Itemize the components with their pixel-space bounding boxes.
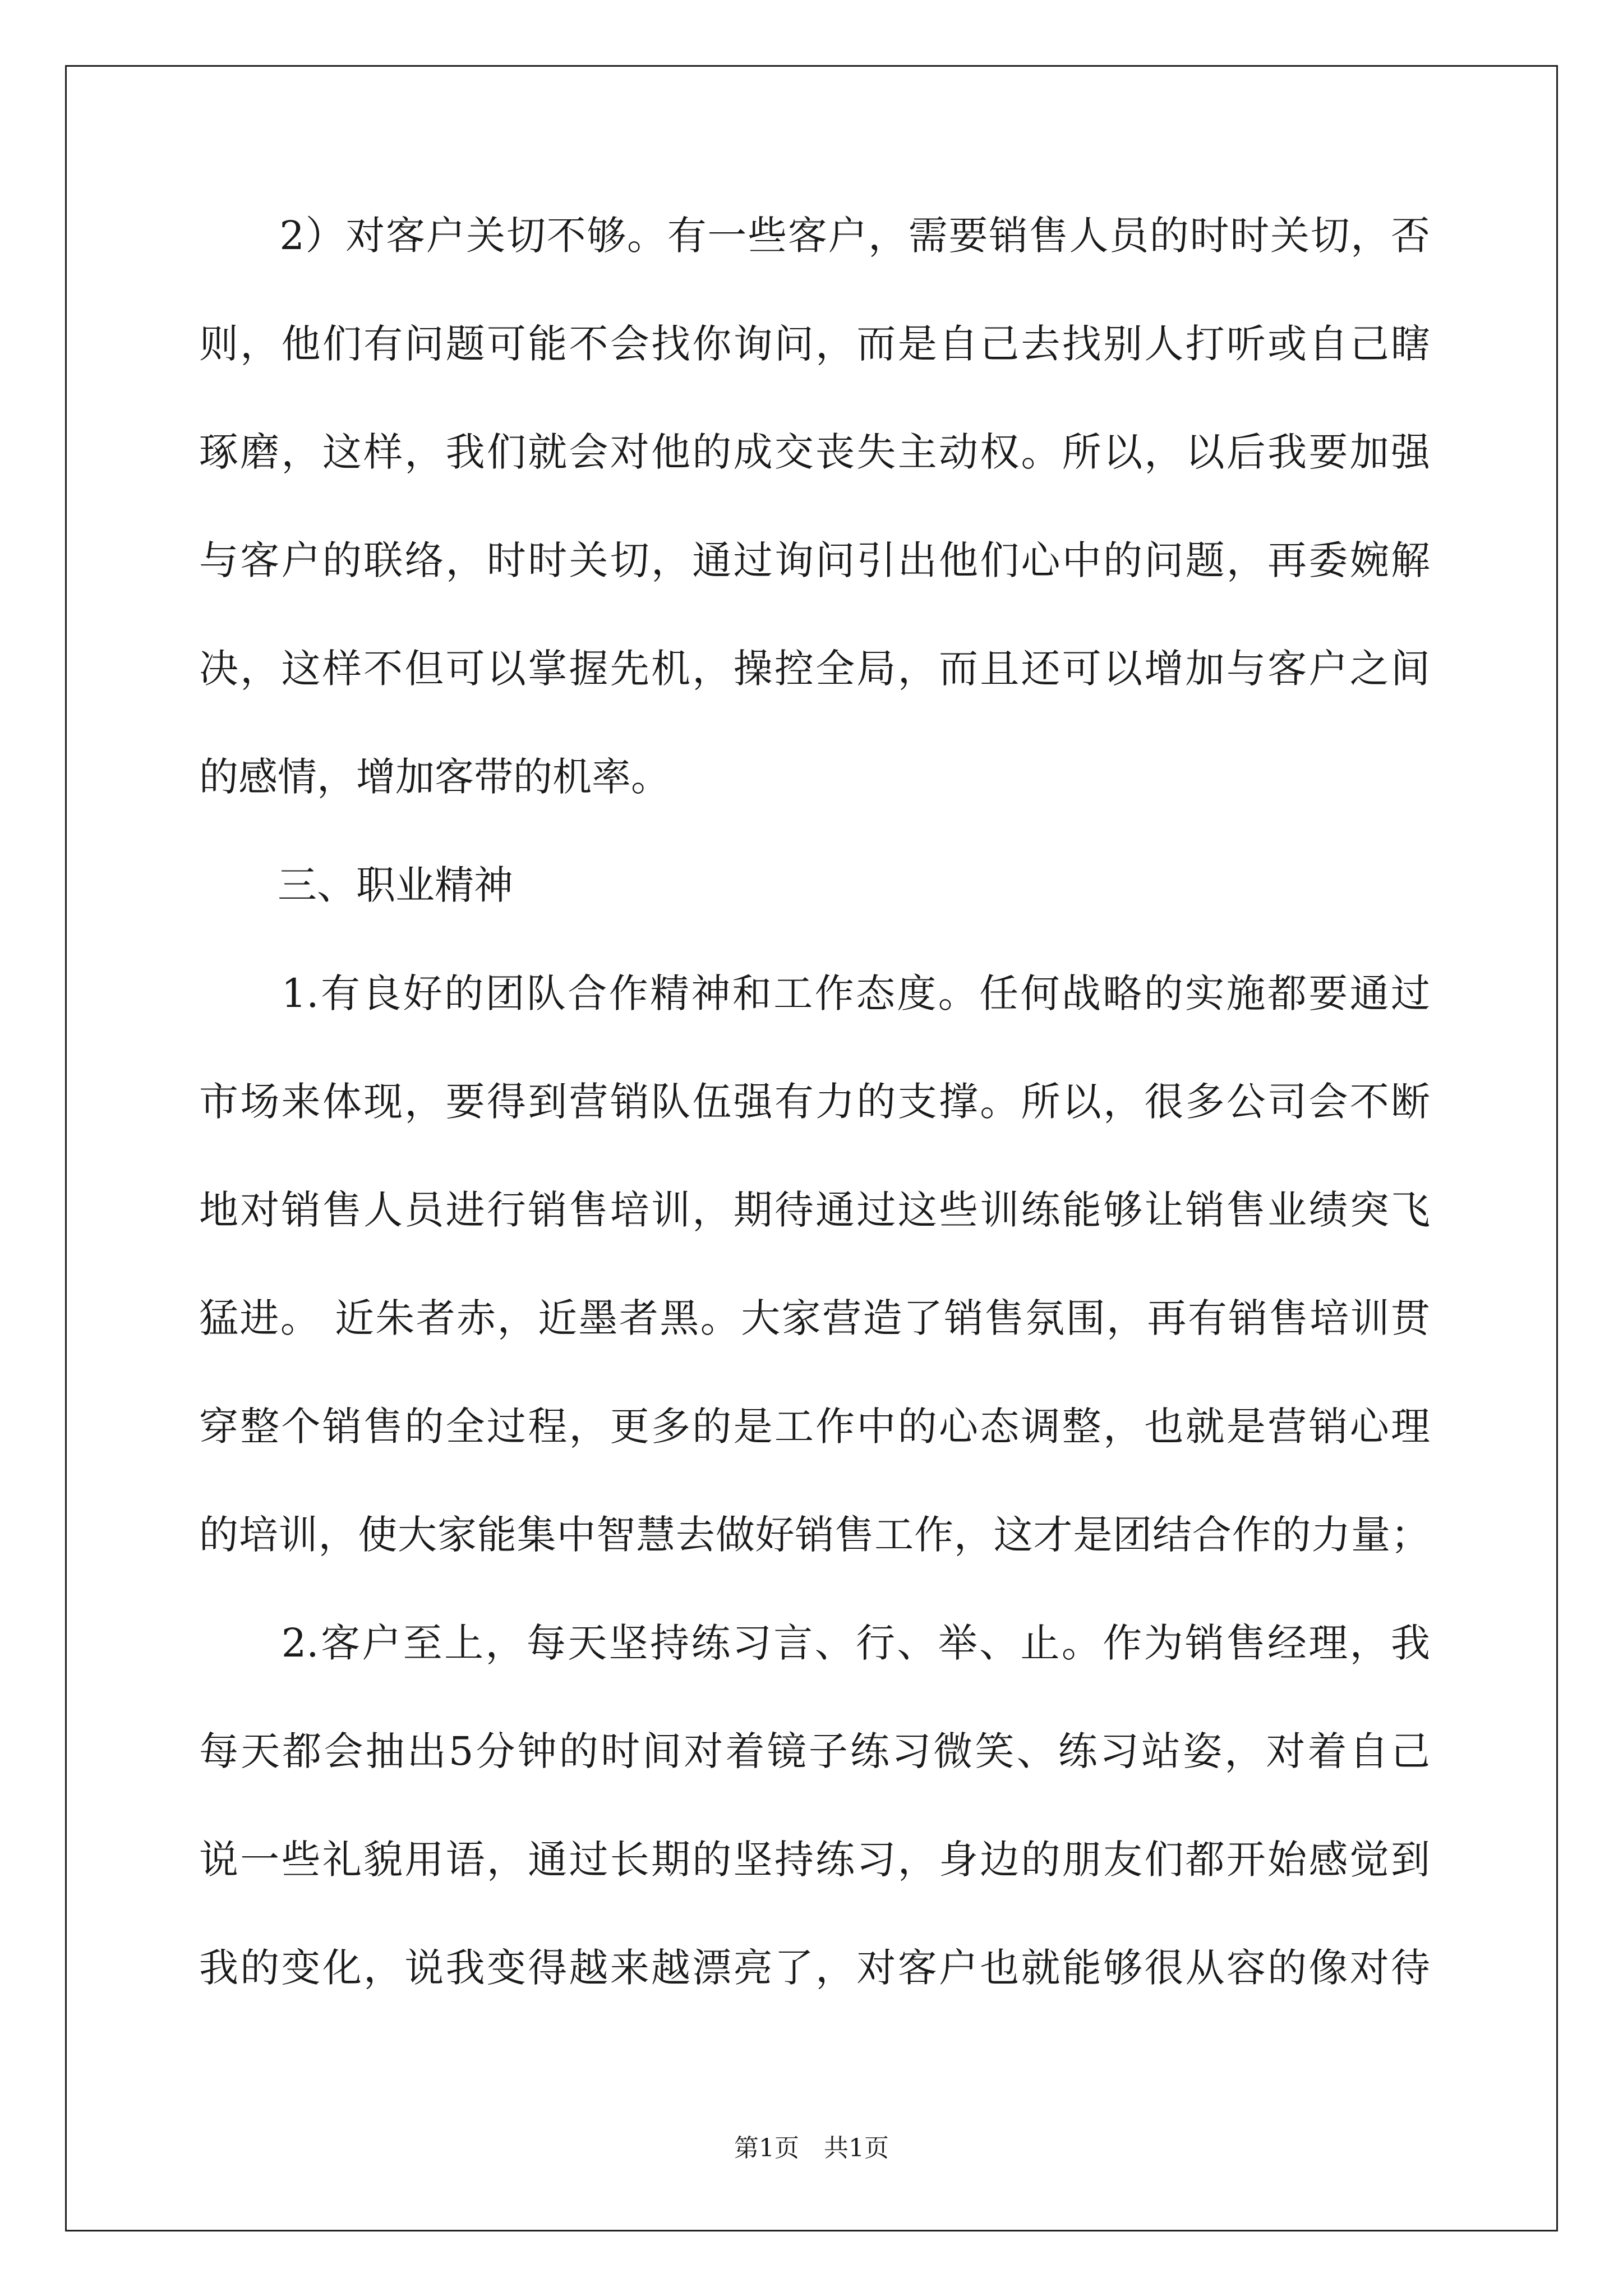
text-line: 每天都会抽出5分钟的时间对着镜子练习微笑、练习站姿，对着自己 — [199, 1728, 1430, 1774]
text-line: 2.客户至上，每天坚持练习言、行、举、止。作为销售经理，我 — [199, 1620, 1430, 1666]
text-line: 琢磨，这样，我们就会对他的成交丧失主动权。所以，以后我要加强 — [199, 429, 1430, 475]
text-line: 的感情，增加客带的机率。 — [199, 754, 670, 800]
text-line: 的培训，使大家能集中智慧去做好销售工作，这才是团结合作的力量； — [199, 1512, 1430, 1558]
text-line: 则，他们有问题可能不会找你询问，而是自己去找别人打听或自己瞎 — [199, 321, 1430, 367]
text-line: 我的变化，说我变得越来越漂亮了，对客户也就能够很从容的像对待 — [199, 1945, 1430, 1991]
text-line: 说一些礼貌用语，通过长期的坚持练习，身边的朋友们都开始感觉到 — [199, 1837, 1430, 1883]
text-line: 2）对客户关切不够。有一些客户，需要销售人员的时时关切，否 — [199, 213, 1430, 259]
text-line: 市场来体现，要得到营销队伍强有力的支撑。所以，很多公司会不断 — [199, 1079, 1430, 1125]
text-line: 地对销售人员进行销售培训，期待通过这些训练能够让销售业绩突飞 — [199, 1187, 1430, 1233]
section-heading: 三、职业精神 — [199, 862, 513, 908]
text-line: 1.有良好的团队合作精神和工作态度。任何战略的实施都要通过 — [199, 970, 1430, 1016]
page-number-footer: 第1页 共1页 — [734, 2134, 889, 2162]
text-line: 与客户的联络，时时关切，通过询问引出他们心中的问题，再委婉解 — [199, 537, 1430, 583]
text-line: 猛进。 近朱者赤，近墨者黑。大家营造了销售氛围，再有销售培训贯 — [199, 1295, 1430, 1341]
text-line: 穿整个销售的全过程，更多的是工作中的心态调整，也就是营销心理 — [199, 1404, 1430, 1450]
page-frame — [65, 65, 1558, 2231]
text-line: 决，这样不但可以掌握先机，操控全局，而且还可以增加与客户之间 — [199, 646, 1430, 692]
